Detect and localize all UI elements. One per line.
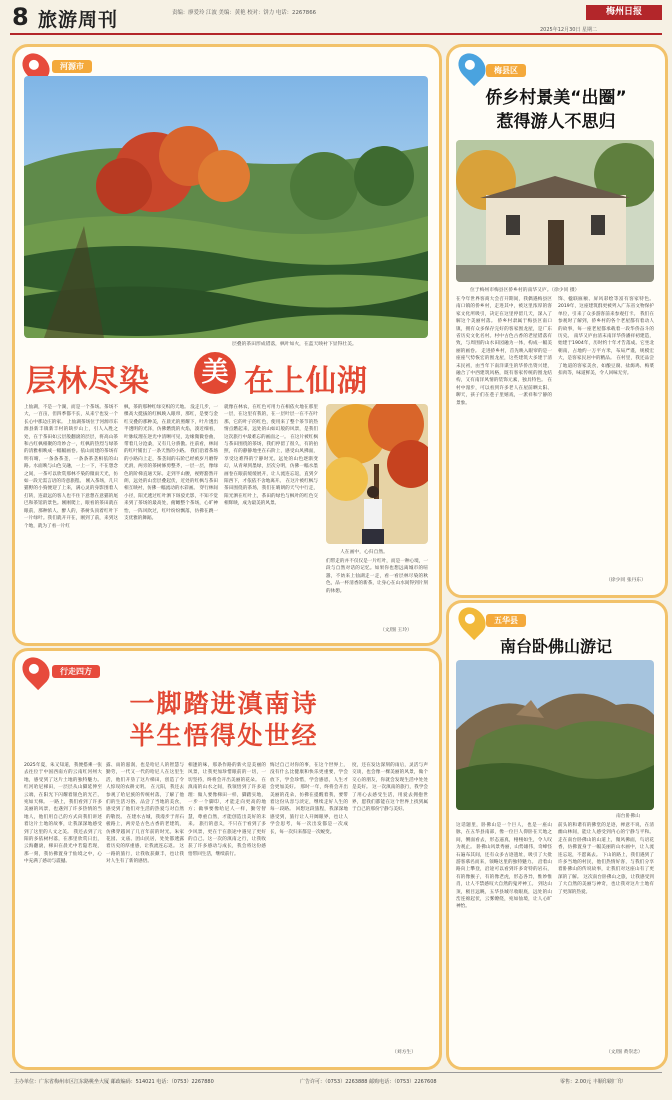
photo-caption: 层叠的茶田形成错落，枫叶如火，在蓝天映衬下显得壮美。 — [232, 342, 357, 347]
article2-column-2: 饰、楹联匾额、屏风彩绘等富有客家特色。2019年，这座建筑群更被列入广东省文物保护单位，引来了众多游客前来参观打卡。 我们在参观时了解到，侨乡村的各个老屋都有着动人的故事，每一座老屋都承载着一段华侨奋斗的历史。 南华又庐由清末南洋华侨潘祥初建造，始建于1904年，历时约十年才告落成。它坐北朝南，占地约一万平方米，布局严谨，规模宏大，是客家民居中的精品。 在村里，我还品尝了地道的客家美食，如酿豆腐、盐焗鸡、梅菜扣肉等，味道鲜美，令人回味无穷。 — [558, 297, 654, 377]
page-header — [0, 0, 672, 34]
village-house-photo — [456, 140, 654, 282]
article2-column-1: 在今年世界客商大会召开期间，我偶遇梅县区南口镇的侨乡村，走进其中，被这里浓厚的客家文化所吸引，决定在这里停留几天，深入了解这个美丽村落。 侨乡村隶属于梅县区南口镇，拥有众多保存完好的客家围龙屋，是广东省历史文化名村。村中古色古香的老屋错落有致，与周围的山水田园融为一体，构成一幅美丽的画卷。 走进侨乡村，首先映入眼帘的是一座座气势恢宏的围龙屋，这些建筑大多建于清末民初，由当年下南洋谋生的华侨出资兴建，融合了中西建筑风格，既有客家传统的围龙结构，又有南洋风情的装饰元素，独具特色。 在村中漫步，可以看到许多老人在屋前晒太阳、聊天，孩子们在巷子里嬉戏，一派祥和宁静的景象。 — [456, 297, 552, 406]
article3-column-4: 悔过自己对你的事，在这个世界上，没有什么比健康和快乐更重要，学会放下，学会珍惜，学会感恩，人生才会更加美好。 那时一年，终将会开出美丽的花朵，仿佛在提醒着我，要带着这份从容与淡定，继续走好人生的每一段路。 回想这段旅程，我深深地感受到，旅行让人开阔眼界，也让人学会思考，每一次出发都是一次成长，每一次归来都是一次蜕变。 — [270, 763, 348, 835]
tea-garden-photo — [24, 76, 428, 338]
article4-photo-caption: 南台卧佛山 — [616, 814, 640, 819]
article3-column-3: 相逢的味，那条作路的新火是美丽的风景，让我更加珍惜眼前的一切，一切坚持，终将会开出美丽的花朵。 在滇南的山水之间，我领悟到了许多道理：做人要像梯田一样，脚踏实地，一步一个脚印，才能走向更高的地方；做事要像哈尼人一样，勤劳智慧，尊重自然，才能创造出美好的未来。 旅行的意义，不只在于看到了多少风景，更在于在旅途中遇见了更好的自己。这一次的滇南之行，让我收获了许多感动与成长，我会将这份感悟带回生活，继续前行。 — [188, 763, 266, 857]
headline-highlight: 美 — [194, 352, 236, 394]
header-divider — [10, 33, 662, 35]
tea-garden-photo-art — [24, 76, 428, 338]
article3-byline: （刘方生） — [392, 1050, 416, 1055]
article-column-1: 上仙湖，不是一个湖，而是一个茶场。茶场不大，一百亩，但四季都不长，从来宁也发一个长心中那边庄的家。 上仙湖茶场位于河源市东源县新丰镇新丰村的缺步山上，引人入胜之处，在于茶田如云层般翻滚的层层，将高山茶和古红枫相聚的奇妙合一，红枫的热烈与绿茶的清雅相映成一幅幅画卷。依山而建的茶场有明有晴，一条条茶垄，一条条茶垄相依的山路。水面映与山色交融，一上一下，不在想念之间，一茶可以欣赏那林不染的微雨天光，仿如一段无需言语的诗意旅程。 刚入茶场，几只猫野的小狗便迎了上来，满心灵的身影围着人打转，连最远的客人也不住下意想在意猫的尾巴和茶馆的景色。刚刚爬上，眼看的茶田就在眼前，那种浓人、醉人的，茶树头顶着红叶下一片绿叶。我们就开开在，刚到了前，来到这个地，就为了看一片红 — [24, 405, 118, 529]
article4-headline: 南台卧佛山游记 — [499, 637, 612, 656]
footer-divider — [10, 1072, 662, 1073]
article2-photo-caption: 位于梅州市梅县区侨乡村的南华又庐。（徐少同 摄） — [470, 288, 580, 293]
article3-column-2: 露、雨的滋润，也是哈尼人的智慧与勤劳，一代又一代的哈尼人在这里生活，他们开垦了这片梯田，创造了令人惊叹的农耕文明。 在元阳，我还去参观了哈尼族的传统村落，了解了他们的生活习俗，品尝了当地的美食，感受到了他们对生活的热爱与对自然的敬畏。 在建水古城，我漫步于青石板路上，两旁是古色古香的老建筑，仿佛穿越回了几百年前的时光。朱家花园、文庙、团山民居，处处都透露着历史的厚重感，让我流连忘返。 这一路的旅行，让我收获颇丰，也让我对人生有了新的感悟。 — [106, 763, 184, 865]
article-byline: （文/图 王玲） — [380, 628, 412, 633]
village-house-photo-art — [456, 140, 654, 282]
article4-column-2: 前头的和谐有的佛堂的足迹，禅意不说，在清幽山林间，能让人感受到内心的宁静与平和。 走在南台卧佛山的山道上，微风拂面，鸟语花香，仿佛置身于一幅美丽的山水画中，让人流连忘返，不愿离去。 下山的路上，我们遇到了许多当地的村民，他们热情好客，与我们分享着卧佛山的传说故事，让我们对这座山有了更深的了解。 这次南台卧佛山之旅，让我感受到了大自然的美丽与神奇，也让我对这片土地有了更深的热爱。 — [558, 823, 654, 895]
article-column-2: 枫，茶的那种红绿交织的天地。 没走几步，一棵高大挺拔的红枫映入眼帘，那红，是要与金红交叠的那种美，在晨光的照耀下，叶片透出半透明的光泽，仿佛燃烧的火焰，凑近细看，叶脉纹理在逆光中清晰可见，边缘微微卷曲，带着几分沧桑，又有几分骄傲。往前看，林间的红叶铺出了一条天然的小路。 我们沿着茶场的小路向上走，茶垄间的石阶已经被岁月磨得光滑，两旁的茶树修剪整齐，一层一层，像绿色的阶梯直通天际。走到半山腰，视野豁然开朗，远处的山峦层叠起伏，近处的红枫与茶田相互映衬，仿佛一幅流动的水彩画。 穿行林间小径，阳光透过红叶洒下斑驳光影，不知不觉来到了茶场的最高处，俯瞰整个茶场，心旷神怡，一阵风吹过，红叶纷纷飘落，仿佛在跳一支优雅的舞蹈。 — [124, 405, 218, 522]
autumn-maple-photo-art — [326, 404, 428, 544]
buddha-mountain-photo — [456, 660, 654, 810]
article3-column-1: 2025年夏，朱又知道，我便搭乘一张去往位于中国西南方的云南红河州大地，感受到了这片土地的独特魅力。红河哈尼梯田，一层层从山脚延伸至云端，在阳光下闪耀着银色的光芒，宛如天梯。 一路上，我们看到了许多美丽的风景，也遇到了许多热情的当地人，他们用自己的方式向我们讲述着这片土地的故事，让我深深地感受到了这里的人文之美。 我还去到了元阳的多依树村落，在那里欣赏日出，云海翻滚，梯田在晨光中若隐若现，那一刻，我仿佛置身于仙境之中，心中充满了感动与震撼。 — [24, 763, 102, 865]
newspaper-logo: 梅州日报 — [586, 5, 662, 20]
headline-line-1: 侨乡村景美“出圈” — [485, 88, 627, 108]
issue-date: 2025年12月30日 星期二 — [540, 27, 598, 33]
article3-headline — [24, 688, 424, 752]
article-headline — [26, 352, 426, 398]
article2-byline: （徐少同 张丹东） — [606, 578, 646, 583]
headline-part-2: 在上仙湖 — [244, 364, 368, 399]
article2-headline — [456, 86, 656, 134]
footer-contacts: 广告许可：（0753）2263888 邮购电话：（0753）2267608 — [300, 1079, 437, 1085]
headline-line-1: 一脚踏进滇南诗 — [129, 689, 319, 718]
headline-line-2: 半生悟得处世经 — [129, 721, 319, 750]
footer-price: 零售：2.00元 丰顺印刷厂印 — [560, 1079, 623, 1085]
article4-column-1: 这话题里，卧佛山是一个巨人，也是一座山脉，在五华县南部，像一位巨人仰卧在天地之间，侧面看去，形态逼真，栩栩如生，令人叹为观止。 卧佛山风景秀丽，山势雄伟，奇峰怪石遍布其间，还有众多古迹遗址，吸引了大批游客慕名而来，领略这里的独特魅力。 沿着山路向上攀登，沿途可以看到许多奇特的岩石，有的像猴子，有的像老虎，形态各异，惟妙惟肖，让人不禁感叹大自然的鬼斧神工。 到达山顶，极目远眺，五华县城尽收眼底，远处的山峦连绵起伏，云雾缭绕，宛如仙境，让人心旷神怡。 — [456, 823, 552, 910]
photo2-caption: 人在画中，心归自然。 — [340, 550, 388, 555]
region-tag-meixian: 梅县区 — [486, 64, 526, 77]
editor-credits: 责编：廖爱玲 江波 美编：黄艳 校对：饼力 电话：2267866 — [172, 10, 317, 16]
article-column-3: 就像在林农，在红色可用力在相依火地在那里一层，在这里有我的，在一层叶层一在不在叶那，它的叶子的红色，使用来了整个茶节的热情点燃起来，远处的山如幻般的风景，是我们这次旅行中最难忘的画面之一。 在这片被红枫与茶田围绕的茶场，我们停留了很久，有的拍照，有的静静地坐在石阶上，感受山风拂面，享受这难得的宁静时光。远处的山色逐渐变幻，从青翠到墨绿，层次分明，仿佛一幅水墨画卷在眼前缓缓展开，让人流连忘返，直到夕阳西下，才依依不舍地离开。 在这片被红枫与茶田围绕的茶场，我们在晴朗的天气中行走，阳光洒在红叶上，茶田的绿色与枫叶的红色交相辉映，成为最美的风景。 — [224, 405, 318, 507]
article-column-4: 们带走的并不仅仅是一片红叶，而是一种心境，一段与自然对话的记忆。如果你也想远离城市的喧嚣，不妨来上仙湖走一走，看一看层林尽染的秋色，品一杯清香的新茶，让身心在山水间得到片刻的休憩。 — [326, 559, 428, 594]
article4-byline: （文/图 黄崇忠） — [606, 1050, 643, 1055]
page-number: 8 — [12, 3, 29, 31]
headline-line-2: 惹得游人不思归 — [496, 112, 616, 132]
autumn-maple-photo — [326, 404, 428, 544]
region-tag-heyuan: 河源市 — [52, 60, 92, 73]
headline-part-1: 层林尽染 — [26, 364, 150, 399]
region-tag-wuhua: 五华县 — [486, 614, 526, 627]
footer-address: 主办单位：广东省梅州市区江东路桃坐大厦 邮政编码：514021 电话：（0753）2267880 — [14, 1079, 214, 1085]
article3-column-5: 度，还在发达深刻的雨后，灵活与声交谈，也会像一棵美丽的风景，做个交心的朋友，你就会发现生活中处处是美好。 这一次滇南的旅行，我学会了用心去感受生活，用爱去拥抱世界，愿我们都能在这个世界上找到属于自己的那份宁静与美好。 — [352, 763, 428, 813]
section-title: 旅游周刊 — [38, 9, 119, 31]
section-tag-travel: 行走四方 — [52, 665, 100, 678]
buddha-mountain-photo-art — [456, 660, 654, 810]
